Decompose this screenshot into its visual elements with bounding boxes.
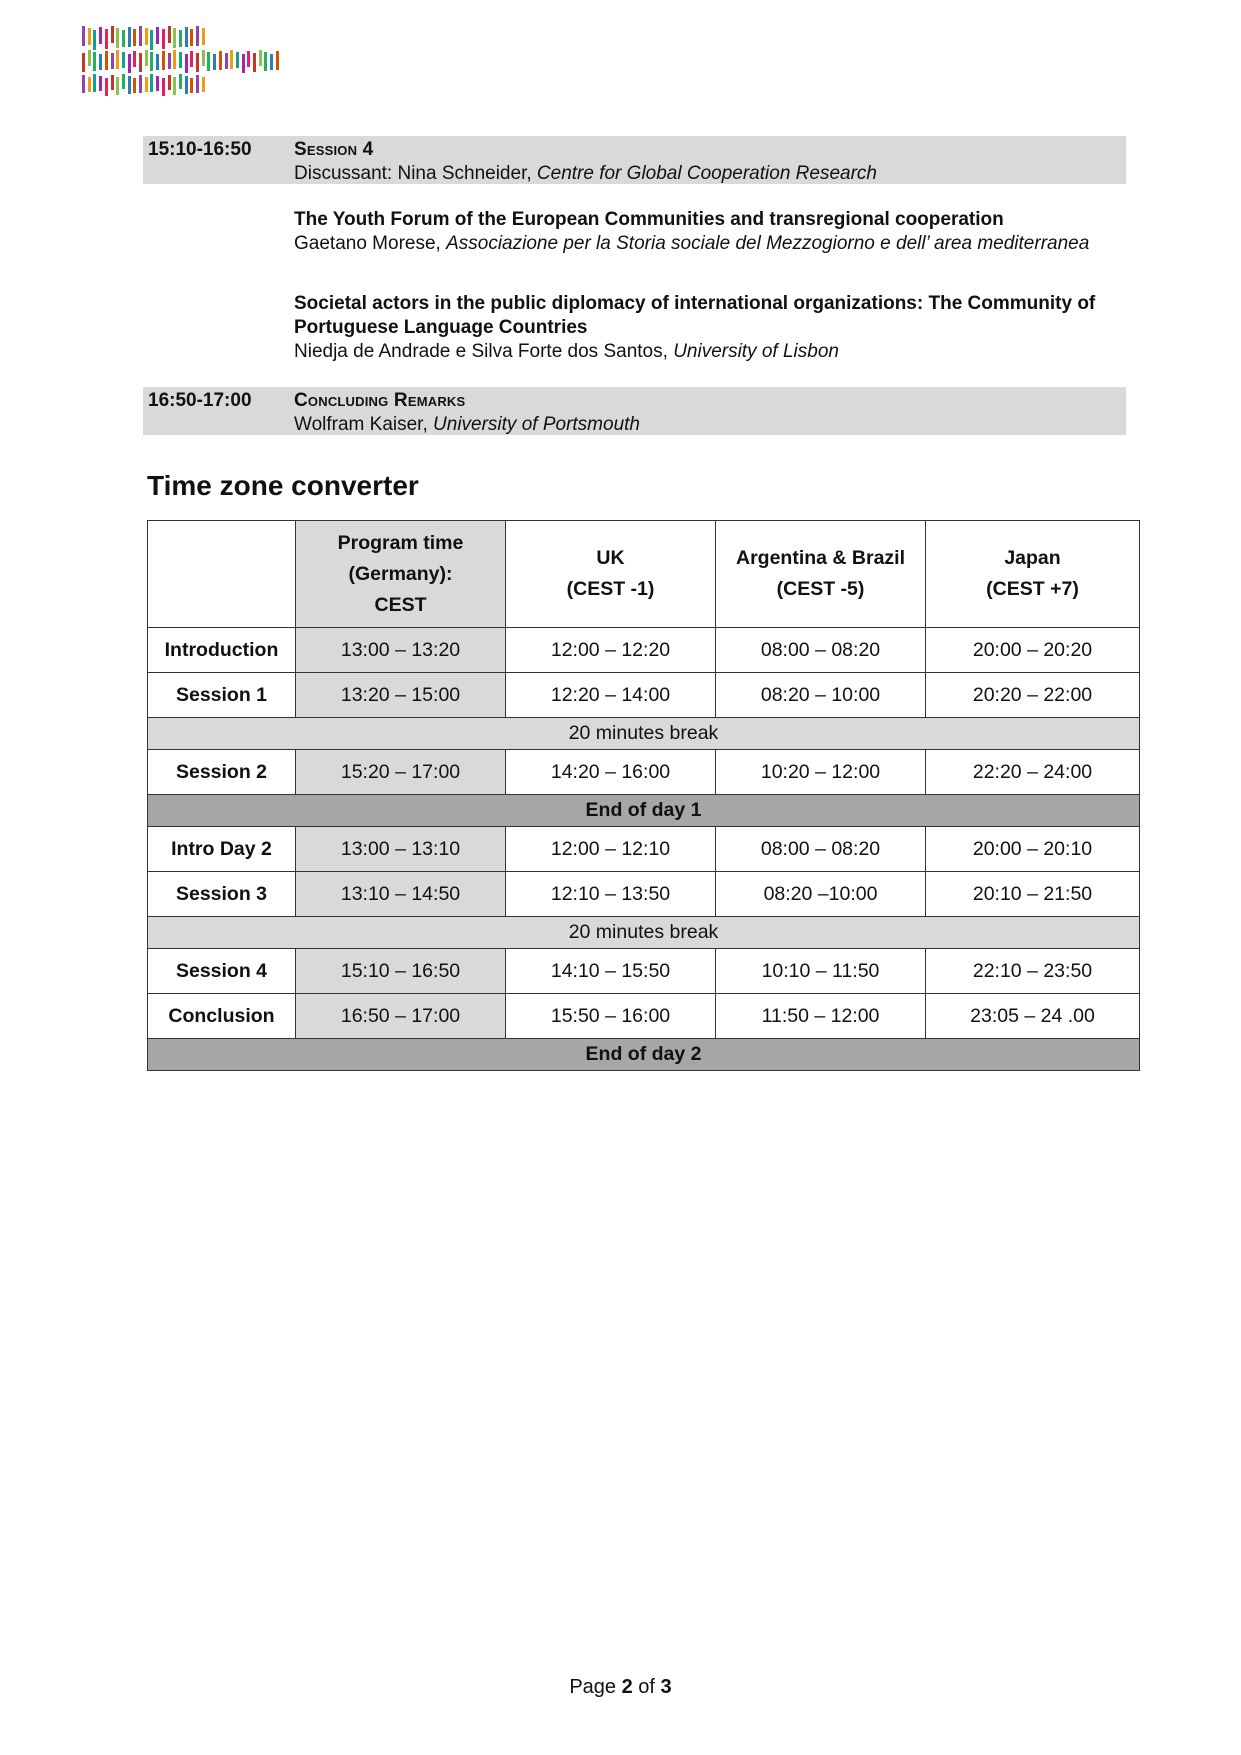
paper-2 xyxy=(143,290,1126,364)
end-of-day-cell: End of day 1 xyxy=(148,795,1140,827)
logo-bar xyxy=(150,74,153,92)
logo-bar xyxy=(93,30,96,50)
session4-block xyxy=(143,136,1126,184)
header-program-line2: (Germany): xyxy=(348,562,453,585)
session4-discussant xyxy=(294,162,1126,186)
logo-bar xyxy=(145,50,148,66)
header-row xyxy=(148,521,1140,628)
logo-bar xyxy=(236,52,239,68)
header-arg-line2: (CEST -5) xyxy=(776,578,865,600)
session4-time: 15:10-16:50 xyxy=(148,139,252,160)
uk-cell: 15:50 – 16:00 xyxy=(506,994,716,1039)
cest-cell: 13:00 – 13:20 xyxy=(296,628,506,673)
header-program-line3: CEST xyxy=(374,593,427,616)
arg-cell: 11:50 – 12:00 xyxy=(716,994,926,1039)
row-label: Session 1 xyxy=(148,673,296,718)
jp-cell: 23:05 – 24 .00 xyxy=(926,994,1140,1039)
logo-bar xyxy=(225,53,228,69)
break-row xyxy=(148,718,1140,750)
uk-cell: 14:10 – 15:50 xyxy=(506,949,716,994)
logo-bar xyxy=(253,53,256,72)
logo-bar xyxy=(196,75,199,93)
jp-cell: 20:10 – 21:50 xyxy=(926,872,1140,917)
logo-bar xyxy=(270,54,273,70)
row-label: Intro Day 2 xyxy=(148,827,296,872)
page-word: Page xyxy=(569,1676,622,1698)
table-row xyxy=(148,872,1140,917)
logo-bar xyxy=(145,28,148,45)
logo-bar xyxy=(162,29,165,49)
logo-bar xyxy=(168,53,171,69)
logo-bar xyxy=(88,28,91,45)
logo-bar xyxy=(105,78,108,96)
table-row xyxy=(148,949,1140,994)
header-program-time xyxy=(296,521,506,628)
header-japan xyxy=(926,521,1140,628)
logo-bar xyxy=(168,26,171,43)
logo-bar xyxy=(202,77,205,92)
arg-cell: 10:10 – 11:50 xyxy=(716,949,926,994)
logo-bar xyxy=(185,27,188,47)
table-row xyxy=(148,673,1140,718)
logo-bar xyxy=(276,51,279,70)
logo-bar xyxy=(196,53,199,72)
logo-bar xyxy=(88,77,91,92)
logo-bar xyxy=(128,54,131,73)
logo-bar xyxy=(190,78,193,93)
logo-bar xyxy=(162,78,165,96)
concluding-affiliation: University of Portsmouth xyxy=(433,414,640,435)
discussant-name: Discussant: Nina Schneider, xyxy=(294,163,537,184)
table-row xyxy=(148,994,1140,1039)
uk-cell: 12:00 – 12:20 xyxy=(506,628,716,673)
uk-cell: 14:20 – 16:00 xyxy=(506,750,716,795)
logo-bar xyxy=(122,30,125,47)
header-jp-line2: (CEST +7) xyxy=(986,578,1079,600)
uk-cell: 12:00 – 12:10 xyxy=(506,827,716,872)
table-row xyxy=(148,827,1140,872)
arg-cell: 08:00 – 08:20 xyxy=(716,827,926,872)
logo-bar xyxy=(82,26,85,46)
paper-1-author-name: Gaetano Morese, xyxy=(294,233,447,254)
logo-bar xyxy=(82,53,85,72)
logo-bar xyxy=(145,77,148,92)
logo-bar xyxy=(247,51,250,67)
page-total: 3 xyxy=(660,1676,672,1698)
logo-bar xyxy=(139,53,142,72)
paper-1-author xyxy=(294,232,1126,256)
logo-bar xyxy=(150,30,153,50)
logo-bar xyxy=(219,51,222,70)
row-label: Session 4 xyxy=(148,949,296,994)
header-uk-line2: (CEST -1) xyxy=(566,578,655,600)
cest-cell: 15:10 – 16:50 xyxy=(296,949,506,994)
logo-bar xyxy=(99,54,102,70)
logo-bar xyxy=(105,51,108,70)
table-row xyxy=(148,750,1140,795)
logo-bar xyxy=(88,50,91,66)
arg-cell: 08:00 – 08:20 xyxy=(716,628,926,673)
logo-bar xyxy=(162,51,165,70)
logo-bar xyxy=(202,50,205,66)
logo-bar xyxy=(185,76,188,94)
logo-bar xyxy=(156,27,159,44)
logo-bar xyxy=(190,51,193,67)
logo-bar xyxy=(179,52,182,68)
session4-heading: Session 4 xyxy=(294,139,374,160)
break-cell: 20 minutes break xyxy=(148,917,1140,949)
logo-bar xyxy=(168,75,171,90)
of-word: of xyxy=(632,1676,661,1698)
jp-cell: 20:00 – 20:10 xyxy=(926,827,1140,872)
paper-1-title: The Youth Forum of the European Communities and transregional cooperation xyxy=(294,209,1004,230)
logo-bar xyxy=(139,75,142,93)
logo-bar xyxy=(116,77,119,95)
uk-cell: 12:20 – 14:00 xyxy=(506,673,716,718)
arg-cell: 10:20 – 12:00 xyxy=(716,750,926,795)
logo-bar xyxy=(179,30,182,47)
logo-bar xyxy=(196,26,199,46)
row-label: Introduction xyxy=(148,628,296,673)
header-program-line1: Program time xyxy=(337,531,464,554)
jp-cell: 20:00 – 20:20 xyxy=(926,628,1140,673)
page-footer xyxy=(0,1676,1241,1699)
concluding-heading: Concluding Remarks xyxy=(294,390,466,411)
logo-bar xyxy=(185,54,188,73)
break-cell: 20 minutes break xyxy=(148,718,1140,750)
page-current: 2 xyxy=(621,1676,633,1698)
row-label: Conclusion xyxy=(148,994,296,1039)
header-jp-line1: Japan xyxy=(1004,547,1061,569)
concluding-time: 16:50-17:00 xyxy=(148,390,252,411)
cest-cell: 16:50 – 17:00 xyxy=(296,994,506,1039)
logo-bar xyxy=(111,26,114,43)
logo-bar xyxy=(242,54,245,73)
logo-bar xyxy=(264,52,267,71)
concluding-speaker-name: Wolfram Kaiser, xyxy=(294,414,434,435)
concluding-speaker xyxy=(294,413,1126,437)
time-zone-table xyxy=(147,520,1140,1071)
end-of-day-row xyxy=(148,1039,1140,1071)
logo-bar xyxy=(190,29,193,46)
logo-bar xyxy=(133,51,136,67)
concluding-block xyxy=(143,387,1126,435)
logo-bar xyxy=(122,52,125,68)
arg-cell: 08:20 –10:00 xyxy=(716,872,926,917)
paper-2-author-name: Niedja de Andrade e Silva Forte dos Santos, xyxy=(294,341,674,362)
header-uk-line1: UK xyxy=(596,547,625,569)
logo-bar xyxy=(105,29,108,49)
paper-2-title: Societal actors in the public diplomacy of international organizations: The Community of Portuguese Language Countries xyxy=(294,293,1096,338)
jp-cell: 22:20 – 24:00 xyxy=(926,750,1140,795)
logo-bar xyxy=(93,52,96,71)
end-of-day-cell: End of day 2 xyxy=(148,1039,1140,1071)
logo-bar xyxy=(207,52,210,71)
paper-2-affiliation: University of Lisbon xyxy=(673,341,839,362)
header-empty-cell xyxy=(148,521,296,628)
header-arg-line1: Argentina & Brazil xyxy=(735,547,906,569)
cest-cell: 13:20 – 15:00 xyxy=(296,673,506,718)
paper-2-author xyxy=(294,340,1126,364)
paper-1-affiliation: Associazione per la Storia sociale del Mezzogiorno e dell’ area mediterranea xyxy=(446,233,1090,254)
cest-cell: 13:00 – 13:10 xyxy=(296,827,506,872)
cest-cell: 15:20 – 17:00 xyxy=(296,750,506,795)
logo-bar xyxy=(213,54,216,70)
logo-bar xyxy=(179,74,182,89)
logo-bar xyxy=(82,75,85,93)
logo-bar xyxy=(99,76,102,91)
logo-bar xyxy=(230,50,233,69)
arg-cell: 08:20 – 10:00 xyxy=(716,673,926,718)
discussant-affiliation: Centre for Global Cooperation Research xyxy=(536,163,877,184)
logo-bar xyxy=(156,76,159,91)
logo-bar xyxy=(173,77,176,95)
paper-1 xyxy=(143,206,1126,256)
header-uk xyxy=(506,521,716,628)
logo-bar xyxy=(202,28,205,45)
end-of-day-row xyxy=(148,795,1140,827)
logo-bar xyxy=(122,74,125,89)
logo-bar xyxy=(259,50,262,66)
logo-bar xyxy=(116,28,119,48)
converter-title: Time zone converter xyxy=(147,470,419,501)
logo-bar xyxy=(139,26,142,46)
logo-bar xyxy=(133,29,136,46)
uk-cell: 12:10 – 13:50 xyxy=(506,872,716,917)
cest-cell: 13:10 – 14:50 xyxy=(296,872,506,917)
table-row xyxy=(148,628,1140,673)
logo xyxy=(82,26,292,96)
jp-cell: 20:20 – 22:00 xyxy=(926,673,1140,718)
logo-bar xyxy=(173,50,176,69)
logo-bar xyxy=(156,54,159,70)
break-row xyxy=(148,917,1140,949)
logo-bar xyxy=(128,27,131,47)
logo-bar xyxy=(111,53,114,69)
row-label: Session 2 xyxy=(148,750,296,795)
row-label: Session 3 xyxy=(148,872,296,917)
logo-bar xyxy=(128,76,131,94)
logo-bar xyxy=(133,78,136,93)
logo-bar xyxy=(116,50,119,69)
logo-bar xyxy=(99,27,102,44)
logo-bar xyxy=(93,74,96,92)
logo-bar xyxy=(150,52,153,71)
logo-bar xyxy=(173,28,176,48)
logo-bar xyxy=(111,75,114,90)
header-argentina-brazil xyxy=(716,521,926,628)
jp-cell: 22:10 – 23:50 xyxy=(926,949,1140,994)
